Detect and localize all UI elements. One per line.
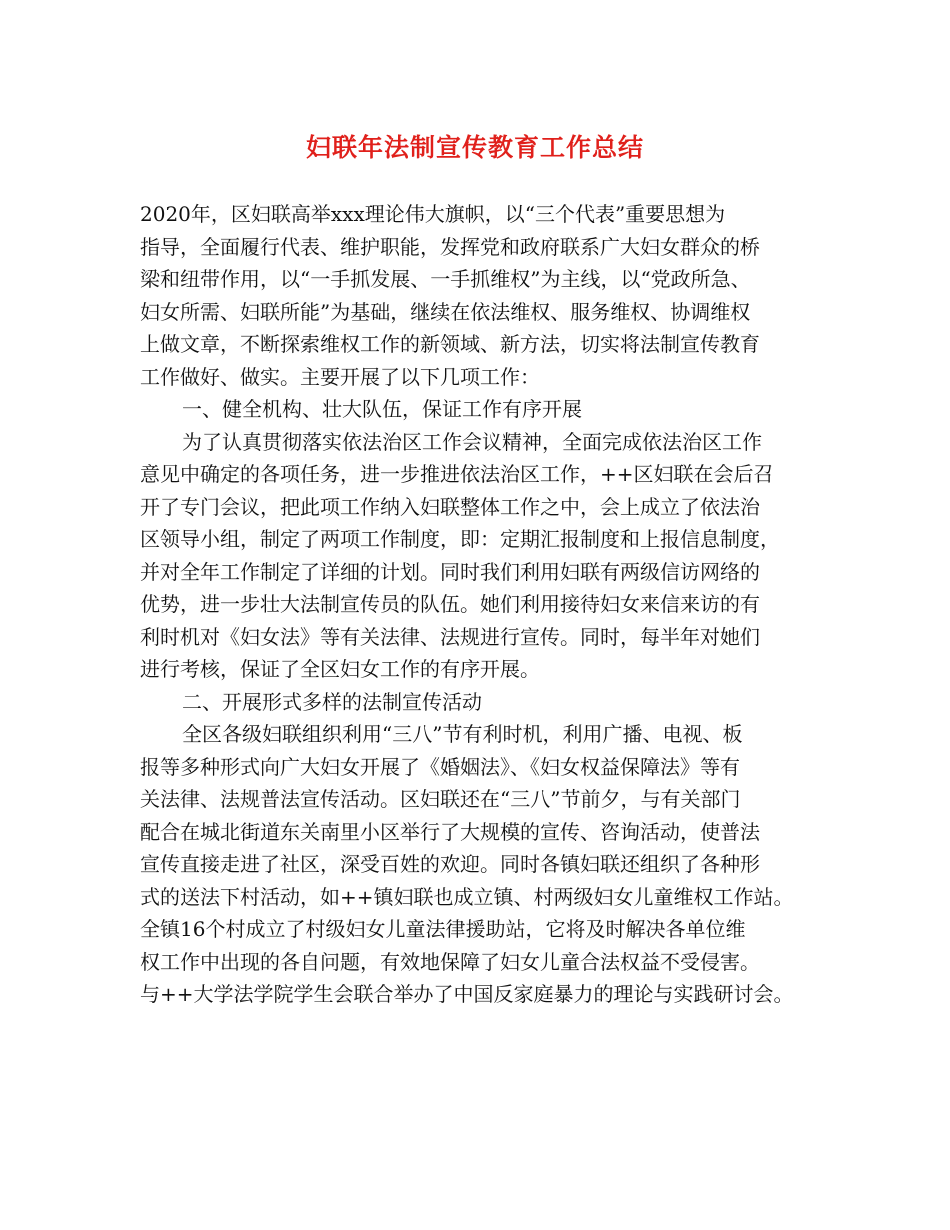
- paragraph-line: 工作做好、做实。主要开展了以下几项工作：: [140, 364, 540, 389]
- paragraph-line: 区领导小组，制定了两项工作制度，即：定期汇报制度和上报信息制度，: [140, 527, 780, 551]
- paragraph-line: 宣传直接走进了社区，深受百姓的欢迎。同时各镇妇联还组织了各种形: [140, 852, 760, 876]
- paragraph-line: 开了专门会议，把此项工作纳入妇联整体工作之中，会上成立了依法治: [140, 494, 760, 519]
- paragraph-line: 妇女所需、妇联所能”为基础，继续在依法维权、服务维权、协调维权: [140, 299, 751, 324]
- paragraph-line: 关法律、法规普法宣传活动。区妇联还在“三八”节前夕，与有关部门: [140, 787, 741, 811]
- paragraph-line: 权工作中出现的各自问题，有效地保障了妇女儿童合法权益不受侵害。: [140, 949, 760, 974]
- paragraph-line: 意见中确定的各项任务，进一步推进依法治区工作，++区妇联在会后召: [140, 462, 774, 486]
- document-title: 妇联年法制宣传教育工作总结: [305, 133, 644, 162]
- paragraph-line: 报等多种形式向广大妇女开展了《婚姻法》、《妇女权益保障法》等有: [140, 754, 740, 779]
- paragraph-line: 上做文章，不断探索维权工作的新领域、新方法，切实将法制宣传教育: [140, 332, 760, 356]
- paragraph-line: 全区各级妇联组织利用“三八”节有利时机，利用广播、电视、板: [182, 722, 743, 746]
- paragraph-line: 全镇16个村成立了村级妇女儿童法律援助站，它将及时解决各单位维: [140, 917, 746, 941]
- paragraph-line: 式的送法下村活动，如++镇妇联也成立镇、村两级妇女儿童维权工作站。: [140, 884, 794, 909]
- section-heading-1: 一、健全机构、壮大队伍，保证工作有序开展: [182, 397, 582, 421]
- paragraph-line: 指导，全面履行代表、维护职能，发挥党和政府联系广大妇女群众的桥: [140, 234, 760, 259]
- paragraph-line: 为了认真贯彻落实依法治区工作会议精神，全面完成依法治区工作: [182, 429, 762, 454]
- paragraph-line: 利时机对《妇女法》等有关法律、法规进行宣传。同时，每半年对她们: [140, 624, 760, 649]
- paragraph-line: 与++大学法学院学生会联合举办了中国反家庭暴力的理论与实践研讨会。: [140, 982, 794, 1006]
- document-body: [140, 198, 820, 1011]
- section-heading-2: 二、开展形式多样的法制宣传活动: [182, 689, 482, 714]
- paragraph-line: 优势，进一步壮大法制宣传员的队伍。她们利用接待妇女来信来访的有: [140, 592, 760, 616]
- paragraph-line: 梁和纽带作用，以“一手抓发展、一手抓维权”为主线，以“党政所急、: [140, 267, 751, 291]
- paragraph-line: 并对全年工作制定了详细的计划。同时我们利用妇联有两级信访网络的: [140, 559, 760, 584]
- paragraph-line: 进行考核，保证了全区妇女工作的有序开展。: [140, 657, 540, 681]
- paragraph-line: 2020年，区妇联高举xxx理论伟大旗帜，以“三个代表”重要思想为: [140, 202, 726, 226]
- paragraph-line: 配合在城北街道东关南里小区举行了大规模的宣传、咨询活动，使普法: [140, 819, 760, 844]
